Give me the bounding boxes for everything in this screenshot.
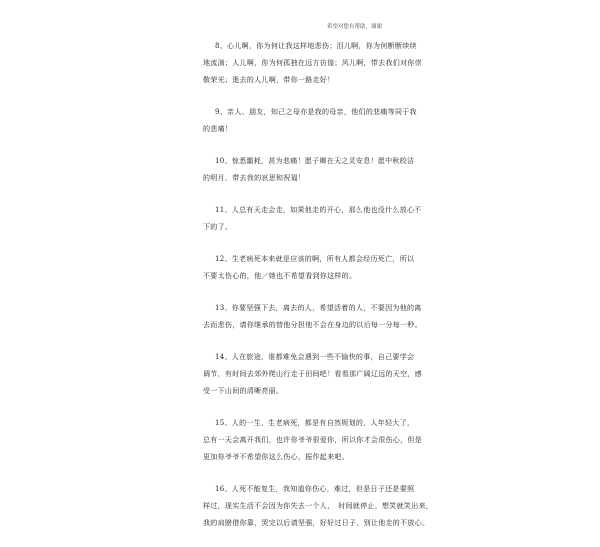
paragraph <box>203 415 422 466</box>
paragraph-line: 敬荣光；逝去的人儿啊，带你一路走好！ <box>203 76 335 84</box>
paragraph <box>203 349 422 400</box>
paragraph <box>203 38 422 89</box>
paragraph-line: 13、你要坚强下去，离去的人，希望活着的人，不要因为他的离 <box>215 304 422 312</box>
paragraph-line: 更加你爷爷不希望你这么伤心，振作起来吧。 <box>203 453 349 461</box>
paragraph-line: 的悲痛！ <box>203 125 233 133</box>
paragraph-line: 总有一天会离开我们，也许你爷爷很爱你，所以你才会很伤心，但是 <box>203 436 422 444</box>
paragraph-line: 我的肩膀借你靠，哭完以后请坚强，好好过日子，别让他走的不放心。 <box>203 519 430 527</box>
document-body <box>203 38 434 547</box>
paragraph-line: 下的了。 <box>203 223 233 231</box>
header-note: 希望对您有帮助，谢谢 <box>327 24 383 30</box>
paragraph-line: 样过，现实生活不会因为你失去一个人， 时间就停止，想笑就笑出来， <box>203 502 434 510</box>
paragraph-line: 8、心儿啊，你为何让我这样地悲伤；泪儿啊，你为何断断续续 <box>215 42 417 50</box>
paragraph <box>203 104 417 138</box>
paragraph <box>203 251 415 285</box>
paragraph-line: 不要太伤心的，他／她也不希望看到你这样的。 <box>203 272 357 280</box>
paragraph-line: 14、人在旅途，谁都难免会遇到一些不愉快的事，自己要学会 <box>215 353 415 361</box>
paragraph <box>203 153 415 187</box>
paragraph-line: 受一下山间的清晰亮丽。 <box>203 387 284 395</box>
paragraph-line: 地流淌；人儿啊，你为何孤独在远方彷徨；风儿啊，带去我们对你崇 <box>203 59 422 67</box>
paragraph-line: 去而悲伤，请你继承的替他分担他不会在身边的以后每一分每一秒。 <box>203 321 422 329</box>
paragraph <box>203 202 422 236</box>
paragraph-line: 16、人死不能复生，我知道你伤心，难过，但是日子还是要照 <box>215 485 415 493</box>
paragraph-line: 调节，有时间去郊外爬山行走于田间吧！看看那广阔辽远的天空，感 <box>203 370 422 378</box>
paragraph-line: 11、人总有天走会走，如果他走的开心，那么他也没什么放心不 <box>215 206 422 214</box>
paragraph <box>203 300 422 334</box>
paragraph-line: 12、生老病死本来就是应该的啊，所有人都会经历死亡，所以 <box>215 255 415 263</box>
paragraph-line: 9、亲人、朋友，知己之母亦是我的母亲，他们的悲痛等同于我 <box>215 108 417 116</box>
paragraph-line: 10、惊悉噩耗，甚为悲痛！愿子卿在天之灵安息！愿中秋皎洁 <box>215 157 415 165</box>
paragraph-line: 15、人的一生，生老病死，都是有自然规划的，人年轻大了， <box>215 419 415 427</box>
paragraph-line: 的明月，带去我的哀思和祝福！ <box>203 174 306 182</box>
paragraph <box>203 481 434 532</box>
